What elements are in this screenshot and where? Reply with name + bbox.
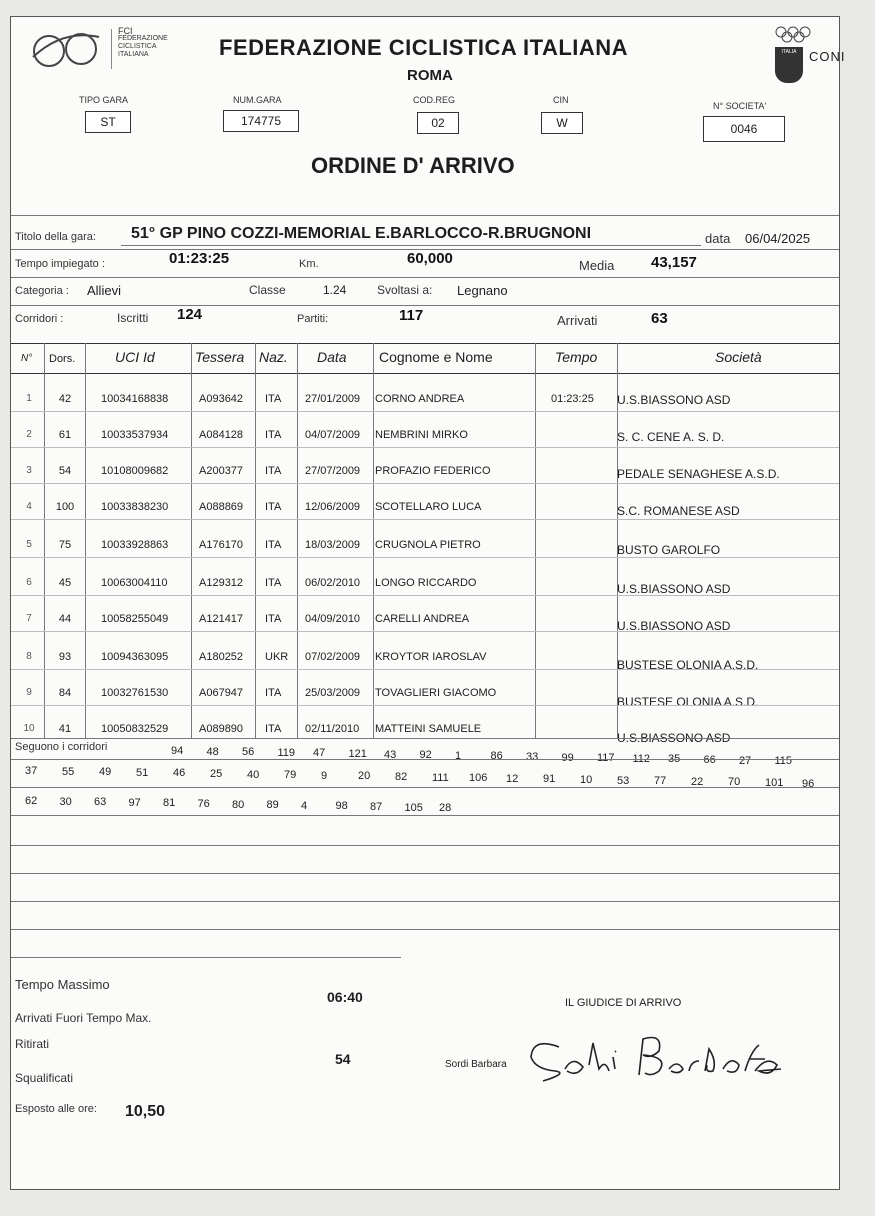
race-location: Legnano — [457, 283, 508, 298]
follower-number: 46 — [173, 767, 186, 780]
table-cell-uci: 10033537934 — [101, 429, 169, 441]
table-cell-tessera: A180252 — [199, 651, 244, 663]
follower-number: 106 — [469, 772, 488, 785]
table-cell-naz: ITA — [265, 393, 282, 405]
table-cell-dors: 100 — [55, 501, 75, 513]
arrived-label: Arrivati — [557, 313, 598, 328]
follower-number: 115 — [774, 755, 793, 768]
table-cell-societa: U.S.BIASSONO ASD — [617, 393, 731, 407]
divider — [11, 815, 839, 816]
row-divider — [11, 557, 839, 558]
table-cell-naz: ITA — [265, 687, 282, 699]
table-cell-data: 04/09/2010 — [305, 613, 361, 625]
row-divider — [11, 705, 839, 706]
max-time-label: Tempo Massimo — [15, 977, 110, 992]
table-cell-uci: 10050832529 — [101, 723, 169, 735]
category-label: Categoria : — [15, 285, 69, 297]
table-cell-societa: U.S.BIASSONO ASD — [617, 731, 731, 745]
follower-number: 49 — [99, 766, 112, 779]
table-cell-n: 8 — [26, 651, 32, 662]
row-divider — [11, 483, 839, 484]
table-cell-nome: CRUGNOLA PIETRO — [375, 539, 481, 551]
table-cell-n: 2 — [26, 429, 32, 440]
table-cell-nome: CARELLI ANDREA — [375, 613, 470, 625]
divider — [11, 957, 401, 958]
table-cell-tessera: A067947 — [199, 687, 244, 699]
race-km: 60,000 — [407, 250, 453, 267]
fci-logo-line: FCI — [118, 26, 133, 36]
table-cell-uci: 10058255049 — [101, 613, 169, 625]
follower-number: 117 — [597, 752, 615, 765]
table-cell-naz: ITA — [265, 429, 282, 441]
num-gara-value: 174775 — [223, 110, 299, 132]
col-header-data: Data — [317, 349, 347, 365]
table-cell-nome: PROFAZIO FEDERICO — [375, 465, 491, 477]
table-cell-tessera: A200377 — [199, 465, 244, 477]
follower-number: 43 — [384, 748, 397, 761]
exposed-label: Esposto alle ore: — [15, 1103, 97, 1115]
follower-number: 96 — [802, 777, 815, 790]
retired-value: 54 — [335, 1051, 351, 1067]
table-cell-naz: ITA — [265, 539, 282, 551]
follower-number: 47 — [313, 747, 326, 760]
follower-number: 81 — [163, 797, 176, 810]
table-cell-data: 04/07/2009 — [305, 429, 361, 441]
exposed-value: 10,50 — [125, 1103, 166, 1120]
table-cell-data: 02/11/2010 — [305, 723, 360, 735]
time-label: Tempo impiegato : — [15, 258, 105, 270]
org-city: ROMA — [407, 67, 453, 84]
follower-number: 25 — [210, 768, 223, 780]
table-cell-dors: 42 — [58, 393, 72, 405]
table-cell-uci: 10063004110 — [101, 577, 168, 589]
follower-number: 4 — [301, 799, 308, 812]
table-cell-tessera: A129312 — [199, 577, 244, 589]
follower-number: 9 — [321, 769, 328, 782]
table-cell-data: 25/03/2009 — [305, 687, 361, 699]
table-cell-societa: U.S.BIASSONO ASD — [617, 582, 731, 596]
follower-number: 10 — [580, 774, 593, 786]
follower-number: 30 — [59, 795, 72, 808]
table-cell-tempo: 01:23:25 — [551, 393, 594, 405]
fci-logo-line: FEDERAZIONE — [118, 35, 168, 42]
table-cell-nome: KROYTOR IAROSLAV — [375, 651, 487, 663]
table-cell-uci: 10033838230 — [101, 501, 169, 513]
divider — [11, 929, 839, 930]
follower-number: 37 — [25, 765, 38, 777]
table-cell-data: 27/01/2009 — [305, 393, 361, 405]
row-divider — [11, 595, 839, 596]
class-label: Classe — [249, 283, 286, 297]
follower-number: 101 — [765, 777, 784, 789]
table-cell-naz: ITA — [265, 501, 282, 513]
divider — [11, 787, 839, 788]
follower-number: 40 — [247, 768, 260, 781]
follower-number: 79 — [284, 769, 297, 782]
entered-label: Iscritti — [117, 311, 149, 325]
logo-divider — [111, 29, 114, 69]
table-cell-societa: BUSTESE OLONIA A.S.D. — [617, 658, 759, 672]
follower-number: 1 — [455, 749, 462, 762]
race-category: Allievi — [87, 283, 121, 298]
follower-number: 27 — [739, 754, 752, 767]
coni-shield-icon — [775, 47, 803, 83]
societa-value: 0046 — [703, 116, 785, 142]
table-cell-n: 1 — [26, 393, 32, 404]
fci-logo-icon — [23, 27, 113, 71]
divider — [11, 305, 839, 306]
follower-number: 111 — [432, 771, 449, 784]
table-cell-nome: CORNO ANDREA — [375, 393, 465, 405]
follower-number: 112 — [632, 752, 651, 765]
divider — [11, 901, 839, 902]
table-cell-tessera: A093642 — [199, 393, 244, 405]
follower-number: 105 — [404, 801, 423, 814]
follower-number: 86 — [490, 750, 503, 763]
coni-logo-text: CONI — [809, 49, 846, 64]
table-cell-naz: ITA — [265, 577, 282, 589]
followers-label: Seguono i corridori — [15, 741, 108, 753]
follower-number: 53 — [617, 774, 630, 787]
col-header-nome: Cognome e Nome — [379, 349, 493, 365]
table-cell-data: 12/06/2009 — [305, 501, 361, 513]
follower-number: 35 — [668, 753, 681, 766]
table-cell-naz: ITA — [265, 465, 282, 477]
follower-number: 63 — [94, 796, 107, 809]
follower-number: 94 — [171, 745, 184, 757]
race-arrived: 63 — [651, 310, 668, 327]
table-cell-societa: PEDALE SENAGHESE A.S.D. — [617, 467, 780, 481]
max-time-value: 06:40 — [327, 989, 363, 1005]
table-cell-societa: BUSTESE OLONIA A.S.D. — [617, 695, 759, 709]
judge-signature — [519, 1025, 789, 1085]
row-divider — [11, 669, 839, 670]
cod-reg-label: COD.REG — [413, 95, 456, 105]
coni-badge-text: ITALIA — [781, 49, 797, 55]
table-cell-tessera: A084128 — [199, 429, 244, 441]
table-cell-uci: 10094363095 — [101, 651, 169, 663]
table-cell-n: 7 — [26, 613, 32, 624]
divider — [11, 738, 839, 739]
follower-number: 62 — [25, 795, 38, 807]
table-cell-dors: 84 — [58, 687, 72, 699]
table-cell-dors: 93 — [58, 651, 72, 663]
divider — [11, 873, 839, 874]
num-gara-label: NUM.GARA — [233, 95, 282, 105]
row-divider — [11, 411, 839, 412]
tipo-gara-value: ST — [85, 111, 131, 133]
table-cell-naz: ITA — [265, 613, 282, 625]
col-header-tessera: Tessera — [195, 349, 245, 365]
divider — [11, 845, 839, 846]
table-cell-societa: U.S.BIASSONO ASD — [617, 619, 731, 633]
follower-number: 48 — [206, 745, 219, 758]
follower-number: 33 — [526, 751, 539, 763]
table-cell-nome: MATTEINI SAMUELE — [375, 723, 482, 735]
location-label: Svoltasi a: — [377, 283, 433, 297]
follower-number: 55 — [62, 765, 75, 778]
fci-logo-line: CICLISTICA — [118, 43, 157, 50]
follower-number: 12 — [506, 772, 519, 785]
table-cell-naz: ITA — [265, 723, 282, 735]
table-cell-tessera: A088869 — [199, 501, 244, 513]
olympic-rings-icon — [773, 25, 813, 43]
row-divider — [11, 631, 839, 632]
follower-number: 66 — [703, 754, 716, 766]
race-started: 117 — [399, 307, 424, 324]
follower-number: 56 — [242, 746, 255, 759]
table-cell-dors: 75 — [58, 539, 72, 551]
cin-value: W — [541, 112, 583, 134]
riders-label: Corridori : — [15, 313, 64, 325]
table-cell-data: 06/02/2010 — [305, 577, 361, 589]
divider — [11, 277, 839, 278]
follower-number: 22 — [691, 775, 704, 788]
org-title: FEDERAZIONE CICLISTICA ITALIANA — [219, 35, 629, 60]
table-cell-societa: BUSTO GAROLFO — [617, 543, 721, 557]
started-label: Partiti: — [297, 313, 329, 325]
cod-reg-value: 02 — [417, 112, 459, 134]
follower-number: 89 — [266, 799, 279, 812]
follower-number: 20 — [358, 770, 371, 783]
col-header-tempo: Tempo — [555, 349, 598, 365]
table-cell-nome: NEMBRINI MIRKO — [375, 429, 468, 441]
follower-number: 92 — [419, 749, 432, 762]
table-cell-societa: S. C. CENE A. S. D. — [617, 430, 725, 444]
fci-logo-line: ITALIANA — [118, 51, 149, 58]
table-cell-data: 18/03/2009 — [305, 539, 361, 551]
divider — [11, 215, 839, 216]
table-cell-uci: 10033928863 — [101, 539, 169, 551]
document-title: ORDINE D' ARRIVO — [311, 153, 515, 178]
media-label: Media — [579, 258, 615, 273]
follower-number: 97 — [128, 796, 141, 809]
societa-label: N° SOCIETA' — [713, 101, 767, 111]
follower-number: 80 — [232, 798, 245, 811]
date-label: data — [705, 231, 731, 246]
row-divider — [11, 519, 839, 520]
table-header-border — [11, 373, 839, 374]
col-header-dors: Dors. — [49, 353, 76, 365]
table-cell-dors: 41 — [58, 723, 72, 735]
tipo-gara-label: TIPO GARA — [79, 95, 129, 105]
race-class: 1.24 — [323, 283, 347, 297]
table-cell-tessera: A176170 — [199, 539, 244, 551]
row-divider — [11, 447, 839, 448]
out-of-time-label: Arrivati Fuori Tempo Max. — [15, 1011, 152, 1025]
follower-number: 87 — [370, 801, 383, 813]
cin-label: CIN — [553, 95, 569, 105]
follower-number: 28 — [439, 802, 452, 815]
follower-number: 91 — [543, 773, 556, 786]
table-cell-tessera: A089890 — [199, 723, 244, 735]
table-cell-nome: LONGO RICCARDO — [375, 577, 477, 589]
table-cell-nome: SCOTELLARO LUCA — [375, 501, 482, 513]
fci-logo-text — [118, 27, 168, 59]
table-cell-n: 4 — [26, 501, 32, 512]
table-cell-uci: 10108009682 — [101, 465, 169, 477]
col-header-societa: Società — [715, 349, 762, 365]
km-label: Km. — [299, 258, 319, 270]
table-cell-n: 10 — [23, 723, 35, 734]
table-cell-societa: S.C. ROMANESE ASD — [617, 504, 740, 518]
table-cell-data: 07/02/2009 — [305, 651, 361, 663]
col-header-uci: UCI Id — [115, 349, 155, 365]
follower-number: 82 — [395, 771, 408, 783]
table-cell-n: 6 — [26, 577, 32, 588]
follower-number: 76 — [197, 798, 210, 810]
table-cell-uci: 10034168838 — [101, 393, 169, 405]
race-time: 01:23:25 — [169, 250, 230, 267]
table-cell-dors: 45 — [58, 577, 72, 589]
table-cell-data: 27/07/2009 — [305, 465, 361, 477]
judge-label: IL GIUDICE DI ARRIVO — [565, 997, 682, 1009]
follower-number: 99 — [561, 751, 574, 764]
document-sheet — [10, 16, 846, 1190]
table-cell-dors: 61 — [58, 429, 72, 441]
col-header-n: N° — [21, 353, 33, 364]
race-title-label: Titolo della gara: — [15, 231, 96, 243]
divider — [11, 759, 839, 760]
follower-number: 98 — [335, 800, 348, 813]
col-header-naz: Naz. — [259, 349, 288, 365]
table-cell-n: 5 — [26, 539, 32, 550]
race-entered: 124 — [177, 306, 203, 323]
race-media: 43,157 — [651, 254, 697, 271]
underline — [121, 245, 701, 246]
disqualified-label: Squalificati — [15, 1071, 74, 1085]
judge-name: Sordi Barbara — [445, 1059, 507, 1070]
race-date: 06/04/2025 — [745, 231, 811, 246]
table-cell-n: 9 — [26, 687, 32, 698]
table-top-border — [11, 343, 839, 344]
table-row — [11, 709, 839, 746]
follower-number: 51 — [136, 766, 149, 779]
table-cell-uci: 10032761530 — [101, 687, 169, 699]
race-title: 51° GP PINO COZZI-MEMORIAL E.BARLOCCO-R.BRUGNONI — [131, 225, 592, 242]
table-cell-nome: TOVAGLIERI GIACOMO — [375, 687, 497, 699]
follower-number: 121 — [348, 748, 367, 760]
table-cell-dors: 44 — [58, 613, 72, 625]
follower-number: 70 — [728, 776, 741, 789]
follower-number: 119 — [277, 746, 296, 759]
table-cell-dors: 54 — [58, 465, 72, 477]
follower-number: 77 — [654, 775, 667, 788]
retired-label: Ritirati — [15, 1037, 50, 1051]
table-cell-naz: UKR — [265, 651, 289, 663]
table-cell-n: 3 — [26, 465, 32, 476]
table-cell-tessera: A121417 — [199, 613, 244, 625]
